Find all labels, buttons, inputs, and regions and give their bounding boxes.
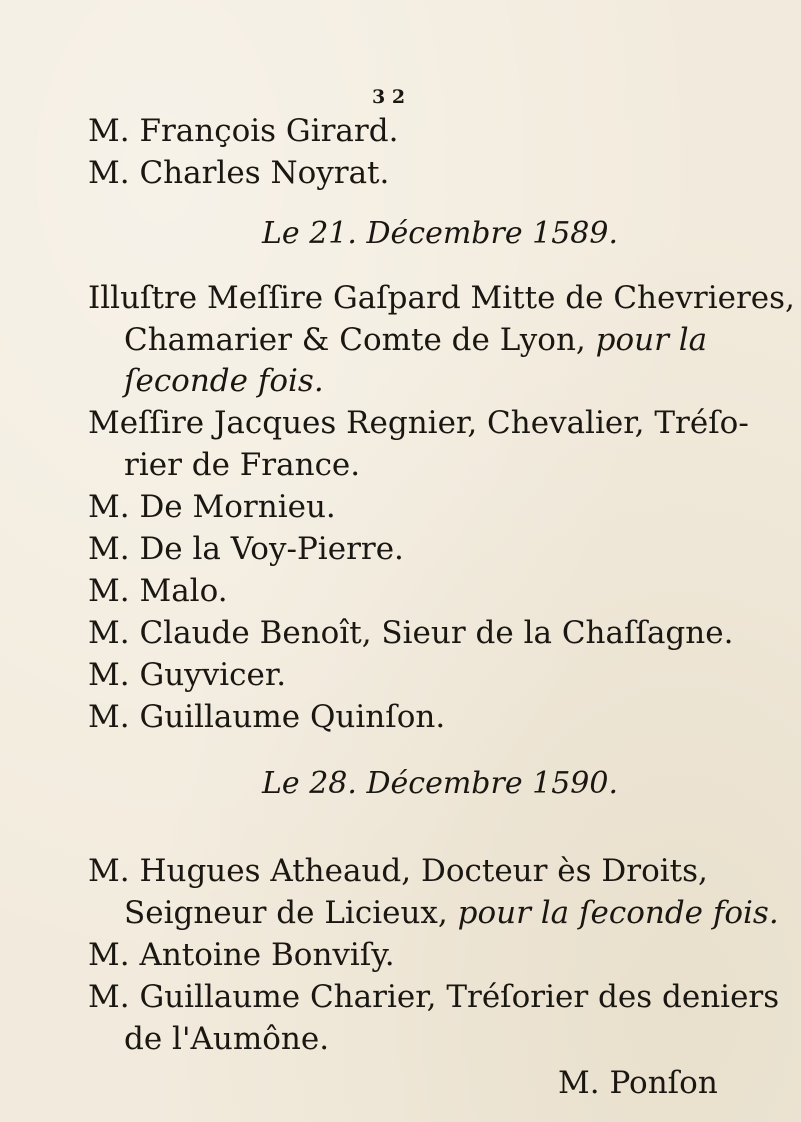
list-item: M. Charles Noyrat. <box>88 155 390 191</box>
page-number: 3 2 <box>372 86 406 108</box>
list-item: rier de France. <box>124 447 361 483</box>
list-item: M. Guillaume Quinſon. <box>88 699 446 735</box>
list-item: M. Malo. <box>88 573 228 609</box>
list-item: M. De Mornieu. <box>88 489 336 525</box>
entry-note: pour la ſeconde fois. <box>457 895 779 931</box>
list-item: M. Claude Benoît, Sieur de la Chaſſagne. <box>88 615 734 651</box>
list-item <box>124 321 707 359</box>
list-item: M. Antoine Bonviſy. <box>88 937 395 973</box>
list-item: de l'Aumône. <box>124 1021 330 1057</box>
entry-text: Seigneur de Licieux, <box>124 895 448 931</box>
list-item <box>124 894 779 932</box>
entry-note: pour la <box>595 322 708 358</box>
entry-text: Chamarier & Comte de Lyon, <box>124 322 586 358</box>
section-date: Le 21. Décembre 1589. <box>262 216 618 251</box>
list-item: M. Guyvicer. <box>88 657 287 693</box>
list-item: M. François Girard. <box>88 113 399 149</box>
list-item: M. Hugues Atheaud, Docteur ès Droits, <box>88 853 708 889</box>
list-item: Illuſtre Meſſire Gaſpard Mitte de Chevrieres, <box>88 280 795 316</box>
section-date: Le 28. Décembre 1590. <box>262 766 618 801</box>
list-item: Meſſire Jacques Regnier, Chevalier, Tréſo- <box>88 405 749 441</box>
list-item: M. Guillaume Charier, Tréſorier des deniers <box>88 979 780 1015</box>
entry-note: ſeconde fois. <box>124 363 324 399</box>
catchword: M. Ponſon <box>558 1065 718 1101</box>
list-item: M. De la Voy-Pierre. <box>88 531 404 567</box>
